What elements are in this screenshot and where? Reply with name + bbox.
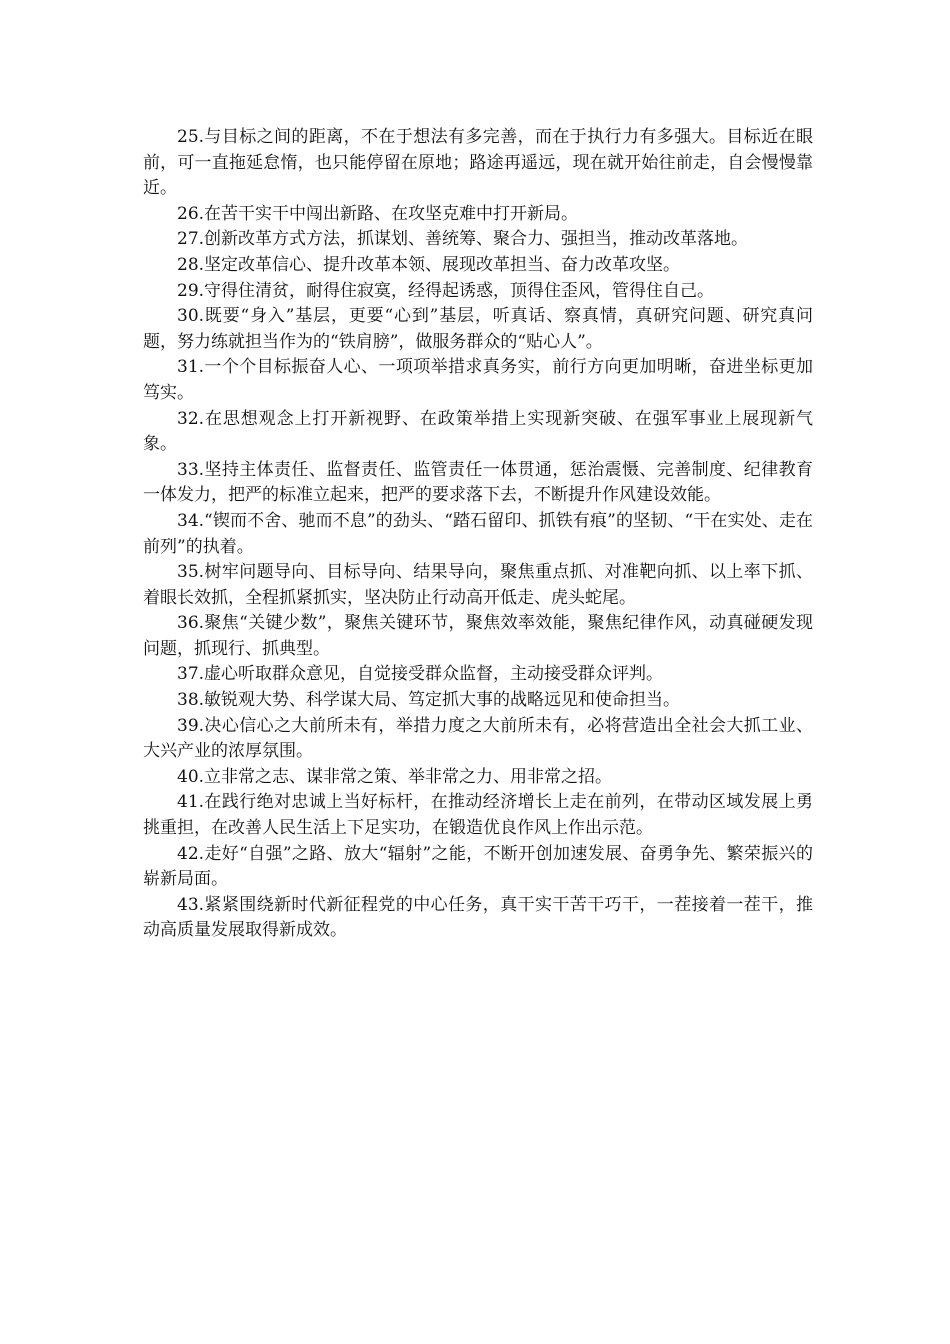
paragraph-31: 31.一个个目标振奋人心、一项项举措求真务实，前行方向更加明晰，奋进坐标更加笃实。 bbox=[143, 357, 813, 403]
paragraph-35: 35.树牢问题导向、目标导向、结果导向，聚焦重点抓、对准靶向抓、以上率下抓、着眼长效抓，全程抓紧抓实，坚决防止行动高开低走、虎头蛇尾。 bbox=[143, 562, 813, 608]
document-body bbox=[143, 125, 813, 944]
paragraph-32: 32.在思想观念上打开新视野、在政策举措上实现新突破、在强军事业上展现新气象。 bbox=[143, 408, 813, 455]
paragraph-33: 33.坚持主体责任、监督责任、监管责任一体贯通，惩治震慑、完善制度、纪律教育一体发力，把严的标准立起来，把严的要求落下去，不断提升作风建设效能。 bbox=[143, 459, 813, 506]
paragraph-43: 43.紧紧围绕新时代新征程党的中心任务，真干实干苦干巧干，一茬接着一茬干，推动高质量发展取得新成效。 bbox=[143, 894, 813, 941]
paragraph-39: 39.决心信心之大前所未有，举措力度之大前所未有，必将营造出全社会大抓工业、大兴产业的浓厚氛围。 bbox=[143, 715, 813, 762]
paragraph-28: 28.坚定改革信心、提升改革本领、展现改革担当、奋力改革攻坚。 bbox=[177, 254, 681, 275]
paragraph-26: 26.在苦干实干中闯出新路、在攻坚克难中打开新局。 bbox=[177, 203, 579, 224]
paragraph-38: 38.敏锐观大势、科学谋大局、笃定抓大事的战略远见和使命担当。 bbox=[177, 690, 681, 711]
paragraph-29: 29.守得住清贫，耐得住寂寞，经得起诱惑，顶得住歪风，管得住自己。 bbox=[177, 280, 715, 301]
paragraph-40: 40.立非常之志、谋非常之策、举非常之力、用非常之招。 bbox=[177, 766, 613, 787]
paragraph-27: 27.创新改革方式方法，抓谋划、善统筹、聚合力、强担当，推动改革落地。 bbox=[177, 229, 749, 250]
paragraph-34: 34.“锲而不舍、驰而不息”的劲头、“踏石留印、抓铁有痕”的坚韧、“干在实处、走在前列”的执着。 bbox=[143, 510, 813, 557]
paragraph-41: 41.在践行绝对忠诚上当好标杆，在推动经济增长上走在前列，在带动区域发展上勇挑重担，在改善人民生活上下足实功，在锻造优良作风上作出示范。 bbox=[143, 792, 813, 839]
paragraph-37: 37.虚心听取群众意见，自觉接受群众监督，主动接受群众评判。 bbox=[177, 664, 664, 685]
paragraph-36: 36.聚焦“关键少数”，聚焦关键环节，聚焦效率效能，聚焦纪律作风，动真碰硬发现问题，抓现行、抓典型。 bbox=[143, 613, 813, 659]
paragraph-30: 30.既要“身入”基层，更要“心到”基层，听真话、察真情，真研究问题、研究真问题，努力练就担当作为的“铁肩膀”，做服务群众的“贴心人”。 bbox=[143, 306, 813, 352]
paragraph-25: 25.与目标之间的距离，不在于想法有多完善，而在于执行力有多强大。目标近在眼前，可一直拖延怠惰，也只能停留在原地；路途再遥远，现在就开始往前走，自会慢慢靠近。 bbox=[143, 127, 813, 199]
paragraph-42: 42.走好“自强”之路、放大“辐射”之能，不断开创加速发展、奋勇争先、繁荣振兴的崭新局面。 bbox=[143, 843, 813, 890]
